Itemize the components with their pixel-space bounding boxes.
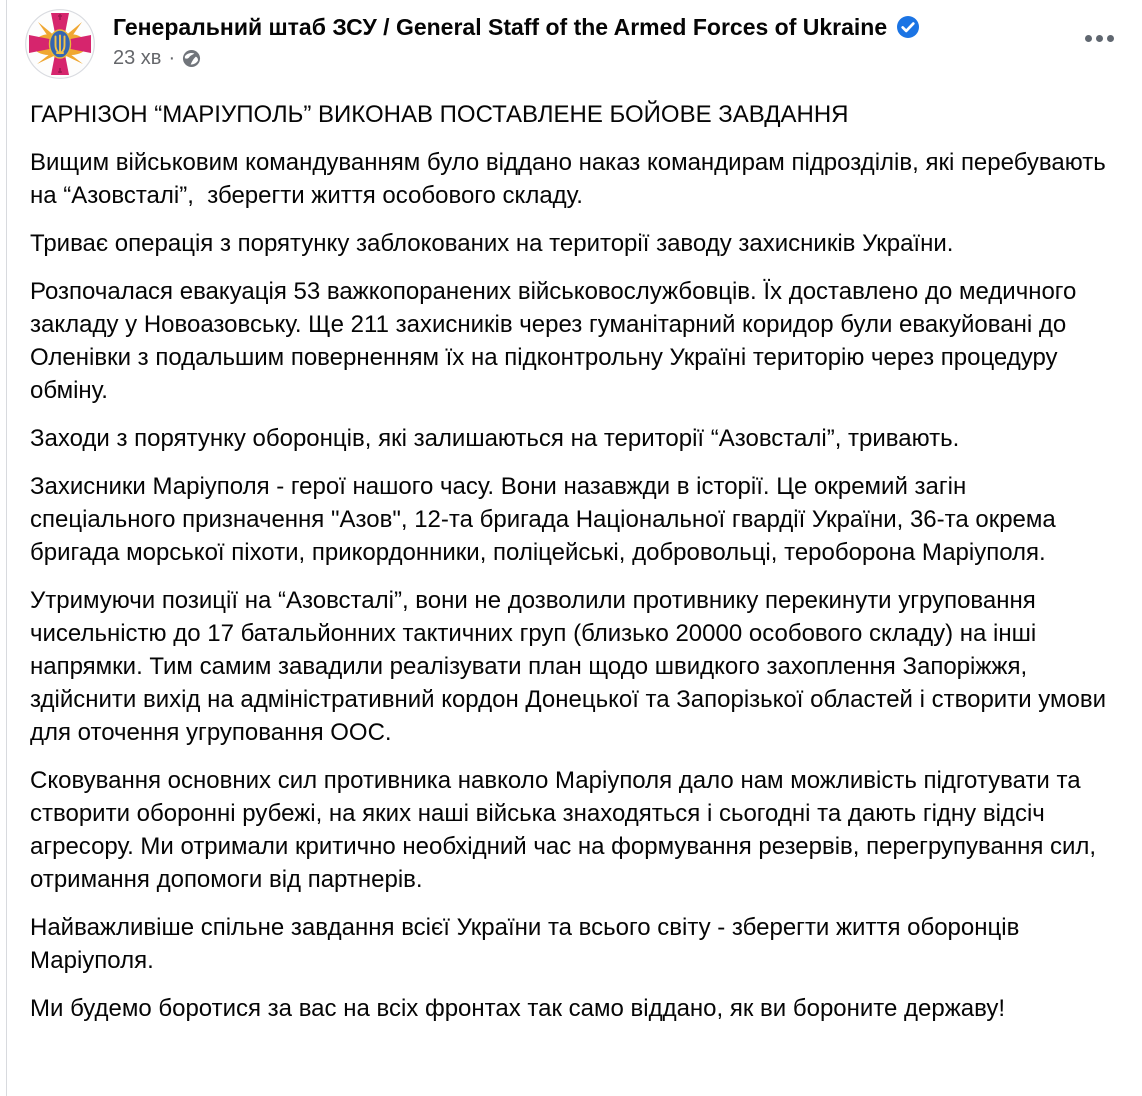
post-paragraph: Ми будемо боротися за вас на всіх фронтах так само віддано, як ви бороните державу! [30,995,1006,1022]
post-paragraph: Утримуючи позиції на “Азовсталі”, вони не дозволили противнику перекинути угруповання чисельністю до 17 батальйонних тактичних груп (близько 20000 особового складу) на інші напрямки. Тим самим завадили реалізувати план щодо швидкого захоплення Запоріжжя, здійснити вихід на адміністративний кордон Донецької та Запорізької областей і створити умови для оточення угруповання ООС. [30,587,1113,746]
ellipsis-dot [1085,35,1092,42]
post-paragraph: Сковування основних сил противника навколо Маріуполя дало нам можливість підготувати та створити оборонні рубежі, на яких наші війська знаходяться і сьогодні та дають гідну відсіч агресору. Ми отримали критично необхідний час на формування резервів, перегрупування сил, отримання допомоги від партнерів. [30,767,1103,893]
window-edge-divider [6,0,7,1096]
general-staff-emblem-icon [25,9,95,79]
ellipsis-dot [1096,35,1103,42]
post-paragraph: Заходи з порятунку оборонців, які залишаються на території “Азовсталі”, тривають. [30,425,960,452]
ellipsis-dot [1107,35,1114,42]
page-name-link[interactable]: Генеральний штаб ЗСУ / General Staff of the Armed Forces of Ukraine [113,14,888,40]
meta-separator: · [168,47,176,69]
post-meta-row [113,46,1083,70]
post-paragraph: Розпочалася евакуація 53 важкопоранених військовослужбовців. Їх доставлено до медичного закладу у Новоазовську. Ще 211 захисників через гуманітарний коридор були евакуйовані до Оленівки з подальшим поверненням їх на підконтрольну Україні територію через процедуру обміну. [30,278,1084,404]
post-paragraph: Захисники Маріуполя - герої нашого часу. Вони назавжди в історії. Це окремий загін спеціального призначення "Азов", 12-та бригада Національної гвардії України, 36-та окрема бригада морської піхоти, прикордонники, поліцейські, добровольці, тероборона Маріуполя. [30,473,1063,566]
public-globe-icon [182,49,201,68]
verified-badge-icon [896,15,920,39]
more-options-button[interactable] [1083,21,1116,56]
post-paragraph: Найважливіше спільне завдання всієї України та всього світу - зберегти життя оборонців Маріуполя. [30,914,1027,974]
avatar[interactable] [25,9,95,79]
post-body [0,79,1142,1043]
timestamp-link[interactable]: 23 хв [113,47,162,69]
title-row [113,13,1083,41]
post-paragraph: Триває операція з порятунку заблокованих на території заводу захисників України. [30,230,954,257]
post-header [0,0,1142,79]
post-paragraph-headline: ГАРНІЗОН “МАРІУПОЛЬ” ВИКОНАВ ПОСТАВЛЕНЕ БОЙОВЕ ЗАВДАННЯ [30,101,849,128]
post-paragraph: Вищим військовим командуванням було віддано наказ командирам підрозділів, які перебувають на “Азовсталі”, зберегти життя особового складу. [30,149,1113,209]
header-text-block [113,9,1083,70]
